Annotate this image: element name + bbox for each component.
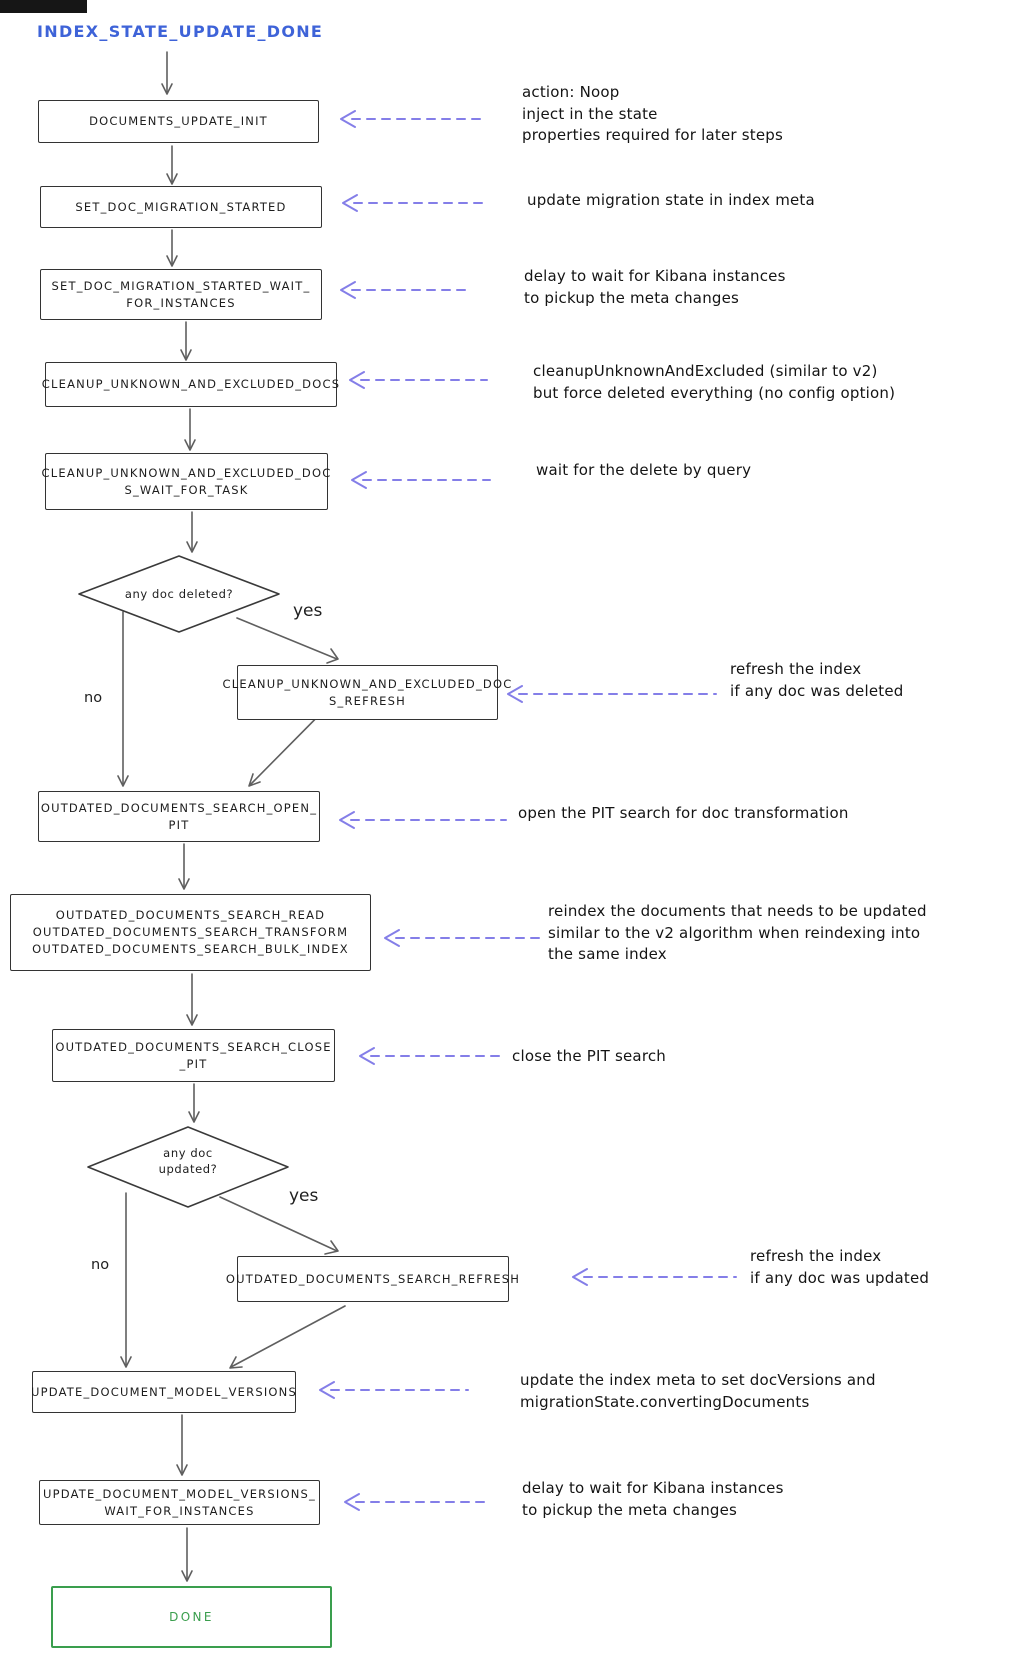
node-cleanup-unknown-and-excluded-docs-wait-for-task: CLEANUP_UNKNOWN_AND_EXCLUDED_DOC S_WAIT_FOR_TASK (45, 453, 328, 510)
annotation-set-doc-migration-started: update migration state in index meta (527, 191, 815, 209)
diagram-title: INDEX_STATE_UPDATE_DONE (37, 22, 324, 41)
decision-any-doc-updated-label: any doc updated? (158, 1146, 218, 1176)
annotation-open-pit: open the PIT search for doc transformation (518, 804, 849, 822)
node-set-doc-migration-started-wait-for-instances: SET_DOC_MIGRATION_STARTED_WAIT_ FOR_INSTANCES (40, 269, 322, 320)
edge-label-no-deleted: no (84, 690, 103, 706)
annotation-refresh-deleted: refresh the index if any doc was deleted (730, 660, 904, 700)
edge-label-no-updated: no (91, 1257, 110, 1273)
screen-corner-artifact (0, 0, 87, 13)
annotation-reindex: reindex the documents that needs to be updated similar to the v2 algorithm when reindexing into the same index (548, 902, 927, 963)
annotation-cleanup-docs: cleanupUnknownAndExcluded (similar to v2) but force deleted everything (no config option) (533, 362, 896, 402)
annotation-wait-for-instances-1: delay to wait for Kibana instances to pickup the meta changes (524, 267, 786, 307)
node-update-document-model-versions-wait-for-instances: UPDATE_DOCUMENT_MODEL_VERSIONS_ WAIT_FOR_INSTANCES (39, 1480, 320, 1525)
annotation-update-doc-model-versions: update the index meta to set docVersions and migrationState.convertingDocuments (520, 1371, 876, 1411)
node-done: DONE (51, 1586, 332, 1648)
decision-any-doc-deleted-label: any doc deleted? (124, 587, 234, 601)
annotation-wait-for-instances-2: delay to wait for Kibana instances to pickup the meta changes (522, 1479, 784, 1519)
annotation-wait-for-task: wait for the delete by query (536, 461, 752, 479)
annotation-refresh-updated: refresh the index if any doc was updated (750, 1247, 930, 1287)
node-outdated-documents-search-read-transform-bulk-index: OUTDATED_DOCUMENTS_SEARCH_READ OUTDATED_DOCUMENTS_SEARCH_TRANSFORM OUTDATED_DOCUMENTS_SEARCH_BULK_INDEX (10, 894, 371, 971)
node-set-doc-migration-started: SET_DOC_MIGRATION_STARTED (40, 186, 322, 228)
node-outdated-documents-search-close-pit: OUTDATED_DOCUMENTS_SEARCH_CLOSE _PIT (52, 1029, 335, 1082)
node-update-document-model-versions: UPDATE_DOCUMENT_MODEL_VERSIONS (32, 1371, 296, 1413)
annotation-close-pit: close the PIT search (512, 1047, 667, 1065)
node-cleanup-unknown-and-excluded-docs: CLEANUP_UNKNOWN_AND_EXCLUDED_DOCS (45, 362, 337, 407)
node-outdated-documents-search-open-pit: OUTDATED_DOCUMENTS_SEARCH_OPEN_ PIT (38, 791, 320, 842)
edge-label-yes-updated: yes (289, 1186, 319, 1206)
node-outdated-documents-search-refresh: OUTDATED_DOCUMENTS_SEARCH_REFRESH (237, 1256, 509, 1302)
edge-label-yes-deleted: yes (293, 601, 323, 621)
node-cleanup-unknown-and-excluded-docs-refresh: CLEANUP_UNKNOWN_AND_EXCLUDED_DOC S_REFRESH (237, 665, 498, 720)
node-documents-update-init: DOCUMENTS_UPDATE_INIT (38, 100, 319, 143)
annotation-documents-update-init: action: Noop inject in the state properties required for later steps (522, 83, 783, 144)
